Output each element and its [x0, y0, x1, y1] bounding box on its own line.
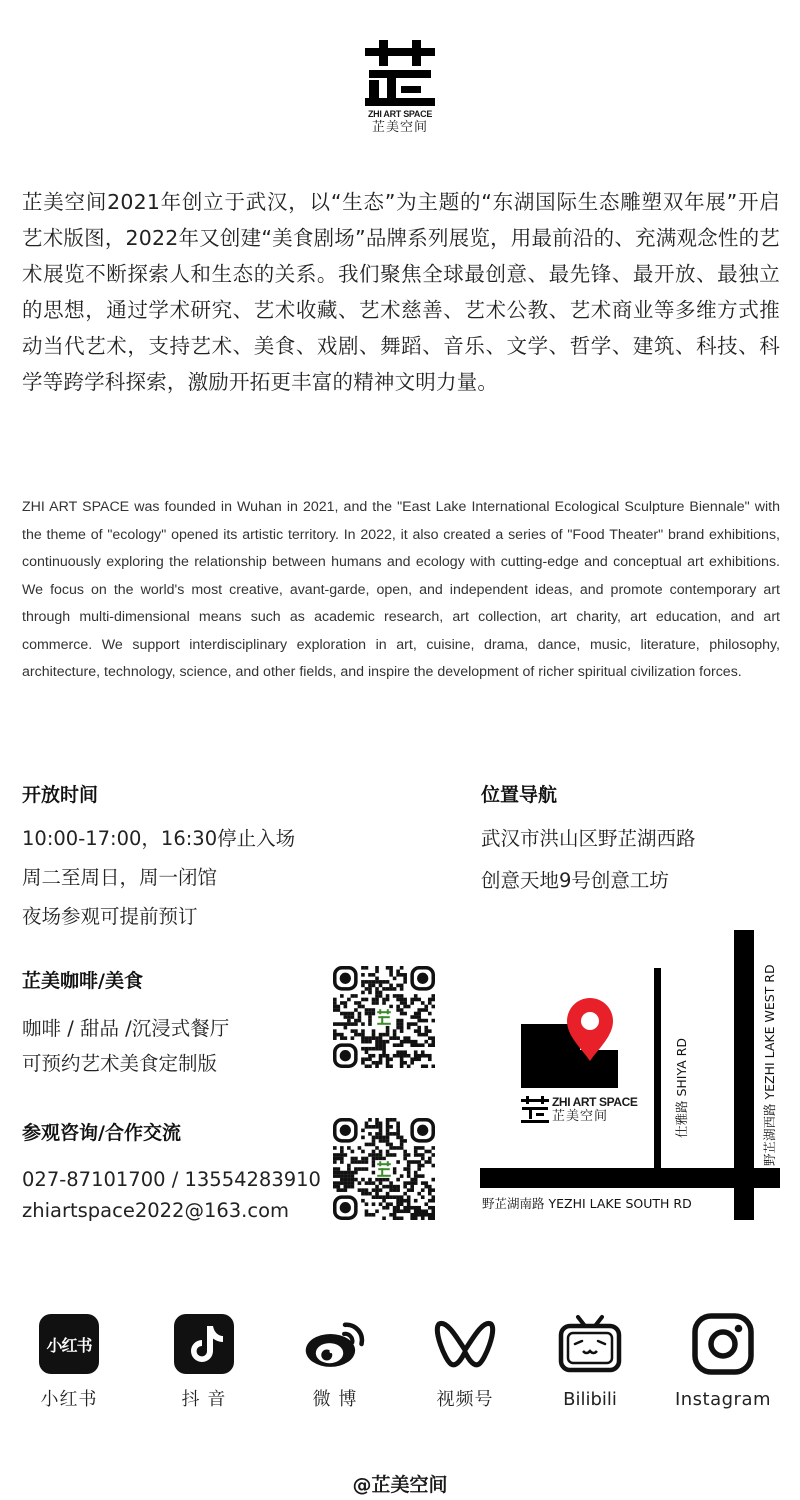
cafe-qr-code[interactable] — [333, 966, 435, 1068]
social-label: 小红书 — [40, 1389, 98, 1410]
cafe-line: 可预约艺术美食定制版 — [22, 1052, 218, 1075]
address-line: 武汉市洪山区野芷湖西路 — [481, 827, 696, 850]
channels-icon — [433, 1312, 497, 1376]
social-label: Bilibili — [563, 1389, 617, 1410]
location-map[interactable] — [478, 928, 782, 1224]
hours-title: 开放时间 — [22, 784, 99, 806]
social-douyin[interactable] — [149, 1312, 259, 1412]
social-channels[interactable] — [410, 1312, 520, 1412]
brand-logo — [364, 40, 436, 136]
zhi-logo-glyph — [365, 40, 435, 106]
hours-line: 夜场参观可提前预订 — [22, 905, 198, 928]
social-instagram[interactable] — [668, 1312, 778, 1412]
xiaohongshu-icon: 小红书 — [37, 1312, 101, 1376]
shiya-road-label: 仕雅路 SHIYA RD — [674, 1038, 689, 1138]
social-label: 视频号 — [436, 1389, 494, 1410]
contact-title: 参观咨询/合作交流 — [22, 1122, 181, 1144]
west-road-label: 野芷湖西路 YEZHI LAKE WEST RD — [762, 964, 777, 1166]
douyin-icon — [172, 1312, 236, 1376]
south-road-label: 野芷湖南路 YEZHI LAKE SOUTH RD — [482, 1196, 692, 1211]
social-weibo[interactable] — [280, 1312, 390, 1412]
south-road — [480, 1168, 780, 1188]
logo-chinese-name: 芷美空间 — [371, 120, 428, 135]
cafe-line: 咖啡 / 甜品 /沉浸式餐厅 — [22, 1017, 230, 1040]
social-label: Instagram — [674, 1389, 772, 1410]
intro-english: ZHI ART SPACE was founded in Wuhan in 2021, and the "East Lake International Ecological Sculpture Biennale" with the theme of "ecology" opened its artistic territory. In 2022, it also created a series of "Food Theater" brand exhibitions, continuously exploring the relationship between humans and ecology with cutting-edge and conceptual art exhibitions. We focus on the world's most creative, avant-garde, open, and independent ideas, and promote contemporary art through multi-dimensional means such as academic research, art collection, art charity, art education, and art commerce. We support interdisciplinary exploration in art, cuisine, drama, dance, music, literature, philosophy, architecture, technology, science, and other fields, and inspire the development of richer spiritual civilization forces. — [22, 499, 780, 680]
map-drawing — [478, 928, 782, 1224]
hours-line: 周二至周日，周一闭馆 — [22, 866, 218, 889]
hours-line: 10:00-17:00，16:30停止入场 — [22, 827, 296, 850]
social-xiaohongshu[interactable] — [14, 1312, 124, 1412]
map-logo-cn: 芷美空间 — [552, 1109, 609, 1124]
location-title: 位置导航 — [481, 784, 558, 806]
map-logo-glyph — [521, 1096, 549, 1123]
logo-english-name: ZHI ART SPACE — [367, 109, 433, 119]
contact-email[interactable]: zhiartspace2022@163.com — [22, 1199, 290, 1222]
intro-chinese: 芷美空间2021年创立于武汉，以“生态”为主题的“东湖国际生态雕塑双年展”开启艺术版图，2022年又创建“美食剧场”品牌系列展览，用最前沿的、充满观念性的艺术展览不断探索人和生态的关系。我们聚焦全球最创意、最先锋、最开放、最独立的思想，通过学术研究、艺术收藏、艺术慈善、艺术公教、艺术商业等多维方式推动当代艺术，支持艺术、美食、戏剧、舞蹈、音乐、文学、哲学、建筑、科技、科学等跨学科探索，激励开拓更丰富的精神文明力量。 — [22, 190, 780, 394]
contact-phone[interactable]: 027-87101700 / 13554283910 — [22, 1168, 321, 1191]
instagram-icon — [691, 1312, 755, 1376]
map-logo-en: ZHI ART SPACE — [552, 1095, 638, 1109]
bilibili-icon — [558, 1312, 622, 1376]
social-label: 微 博 — [312, 1389, 358, 1410]
address-line: 创意天地9号创意工坊 — [481, 869, 669, 892]
contact-qr-code[interactable] — [333, 1118, 435, 1220]
shiya-road — [654, 968, 661, 1172]
footer-handle: @芷美空间 — [352, 1474, 448, 1496]
weibo-icon — [303, 1312, 367, 1376]
social-label: 抖 音 — [181, 1389, 227, 1410]
cafe-title: 芷美咖啡/美食 — [22, 970, 143, 992]
social-bilibili[interactable] — [535, 1312, 645, 1412]
